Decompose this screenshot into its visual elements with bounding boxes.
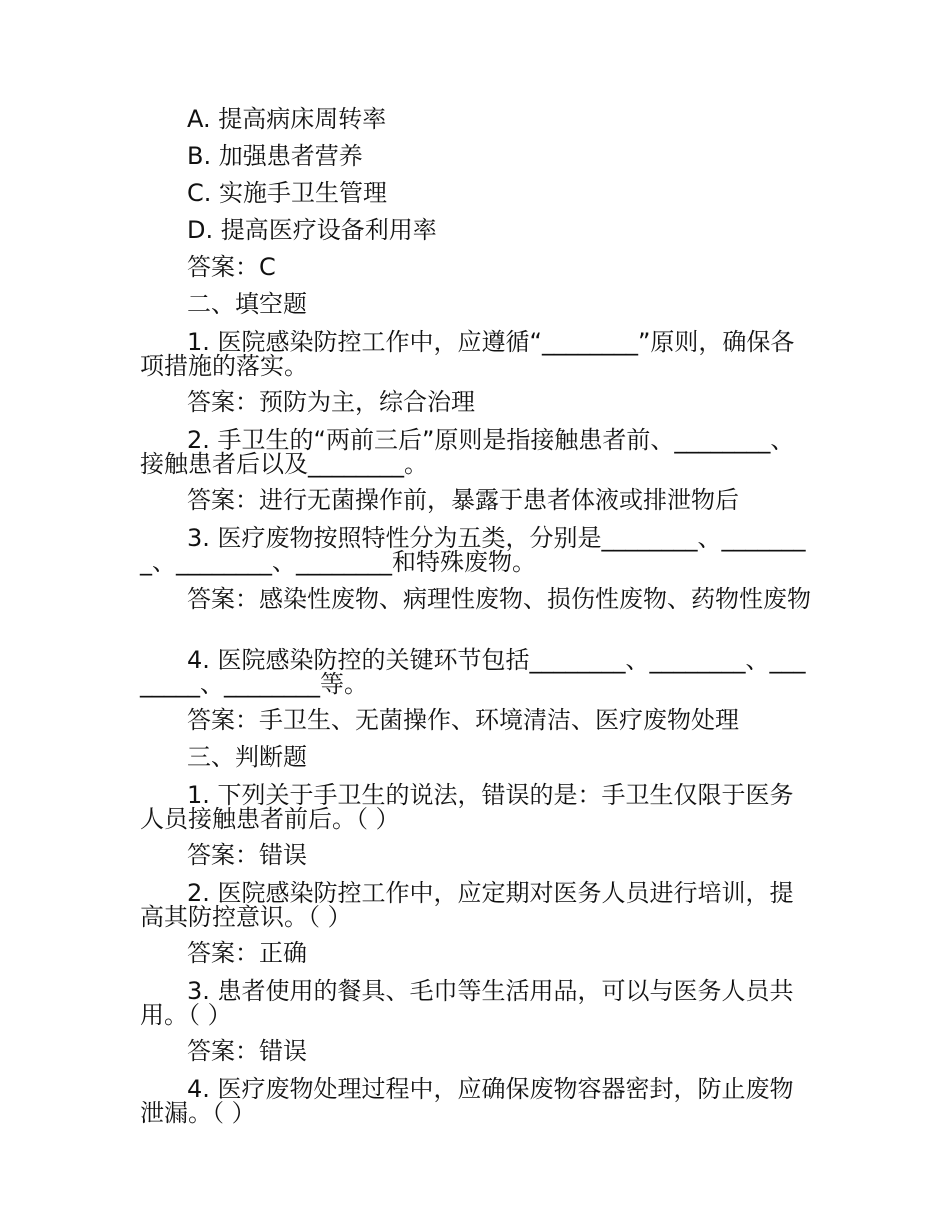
document-page bbox=[140, 100, 815, 1127]
question: 2. 手卫生的“两前三后”原则是指接触患者前、________、接触患者后以及________。 bbox=[140, 426, 795, 478]
option-b: B. 加强患者营养 bbox=[187, 142, 363, 170]
answer: 答案：手卫生、无菌操作、环境清洁、医疗废物处理 bbox=[187, 706, 739, 734]
question: 4. 医疗废物处理过程中，应确保废物容器密封，防止废物泄漏。（ ） bbox=[140, 1075, 794, 1127]
question: 2. 医院感染防控工作中，应定期对医务人员进行培训，提高其防控意识。（ ） bbox=[140, 879, 794, 931]
question: 1. 下列关于手卫生的说法，错误的是：手卫生仅限于医务人员接触患者前后。（ ） bbox=[140, 781, 794, 833]
question: 1. 医院感染防控工作中，应遵循“________”原则，确保各项措施的落实。 bbox=[140, 328, 795, 380]
spacer bbox=[140, 627, 815, 640]
option-a: A. 提高病床周转率 bbox=[187, 105, 387, 133]
option-d: D. 提高医疗设备利用率 bbox=[187, 216, 437, 244]
option-c: C. 实施手卫生管理 bbox=[187, 179, 388, 207]
answer: 答案：感染性废物、病理性废物、损伤性废物、药物性废物 bbox=[187, 585, 811, 613]
answer: 答案：预防为主，综合治理 bbox=[187, 388, 475, 416]
question: 3. 患者使用的餐具、毛巾等生活用品，可以与医务人员共用。（ ） bbox=[140, 977, 794, 1029]
answer: 答案：正确 bbox=[187, 939, 307, 967]
answer: 答案：C bbox=[187, 253, 276, 281]
question: 4. 医院感染防控的关键环节包括________、________、________、________等。 bbox=[140, 646, 806, 698]
answer: 答案：错误 bbox=[187, 841, 307, 869]
question: 3. 医疗废物按照特性分为五类，分别是________、________、________、________和特殊废物。 bbox=[140, 524, 806, 576]
section-heading: 二、填空题 bbox=[187, 290, 307, 318]
spacer bbox=[140, 1019, 815, 1032]
answer: 答案：进行无菌操作前，暴露于患者体液或排泄物后 bbox=[187, 486, 739, 514]
section-heading: 三、判断题 bbox=[187, 743, 307, 771]
answer: 答案：错误 bbox=[187, 1037, 307, 1065]
